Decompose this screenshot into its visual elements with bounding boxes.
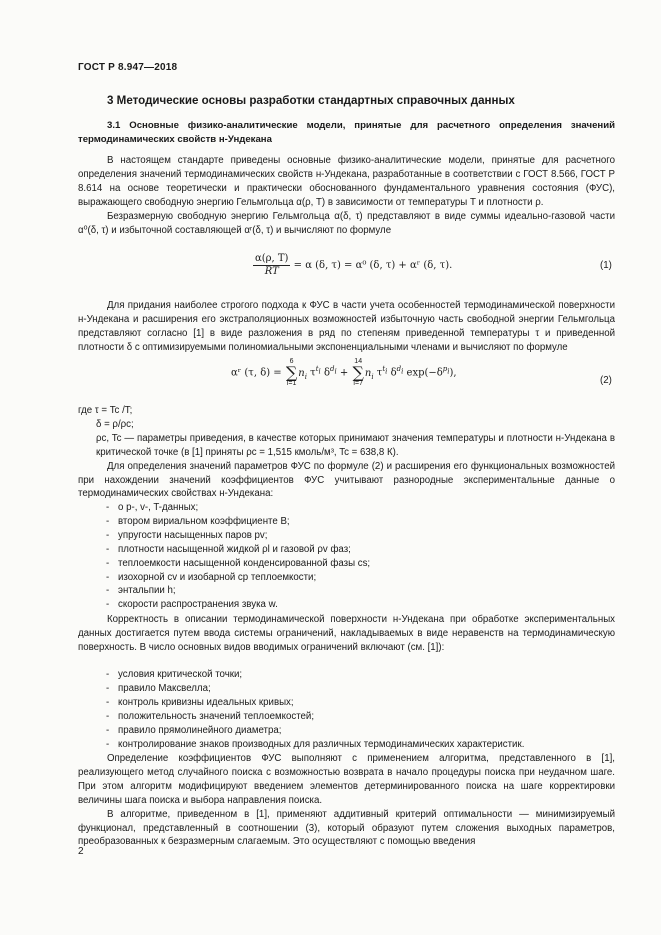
- list-item: - скорости распространения звука w.: [106, 599, 278, 611]
- where-delta: δ = ρ/ρc;: [96, 418, 134, 430]
- list-item: - плотности насыщенной жидкой ρl и газовой ρv фаз;: [106, 543, 351, 555]
- equation-1: [253, 253, 452, 278]
- paragraph-criterion: В алгоритме, приведенном в [1], применяют аддитивный критерий оптимальности — минимизируемый функционал, представленный в соотношении (3), который образуют путем сложения выходных параметров, преобразованных к безразмерным слагаемым. Это осуществляют с помощью введения: [78, 808, 615, 848]
- constraint-list: [78, 668, 615, 751]
- paragraph-data-intro: Для определения значений параметров ФУС по формуле (2) и расширения его функциональных возможностей при нахождении значений коэффициентов ФУС учитывают разнородные экспериментальные данные о термодинамических свойствах н-Ундекана:: [78, 460, 615, 500]
- equation-1-denominator: RT: [264, 266, 279, 277]
- list-item: - контроль кривизны идеальных кривых;: [106, 696, 294, 708]
- equation-2-lhs: αʳ (τ, δ) =: [231, 367, 282, 379]
- equation-1-number: (1): [600, 260, 612, 271]
- list-item: - втором вириальном коэффициенте B;: [106, 515, 290, 527]
- sum-2-lower: i=7: [353, 380, 363, 387]
- section-title: 3 Методические основы разработки стандартных справочных данных: [107, 94, 515, 107]
- paragraph-residual: Для придания наиболее строгого подхода к ФУС в части учета особенностей термодинамической поверхности н-Ундекана и расширения его экстраполяционных возможностей избыточную часть свободной энергии Гельмгольца представляют согласно [1] в виде разложения в ряд по степеням приведенной температуры τ и приведенной плотности δ с оптимизируемыми полиномиальными экспоненциальными членами и вычисляют по формуле: [78, 300, 615, 353]
- list-item: - правило Максвелла;: [106, 682, 211, 694]
- where-params: ρc, Tc — параметры приведения, в качестве которых принимают значения температуры и плотности н-Ундекана в критической точке (в [1] приняты ρc = 1,515 кмоль/м³, Tc = 638,8 К).: [96, 432, 615, 458]
- where-tau: где τ = Tc /T;: [78, 405, 133, 416]
- equation-1-fraction: [253, 253, 290, 278]
- sum-2-upper: 14: [354, 358, 363, 365]
- text-block-4: [78, 613, 615, 655]
- standard-header: ГОСТ Р 8.947—2018: [78, 62, 178, 73]
- sum-2: 14 ∑ i=7: [352, 358, 364, 387]
- sum-1-upper: 6: [289, 358, 294, 365]
- equation-2-number: (2): [600, 375, 612, 386]
- page-number: 2: [78, 846, 84, 857]
- equation-2-tail: exp(−δ: [406, 367, 443, 379]
- text-block-3: [78, 404, 615, 501]
- text-block-1: [78, 119, 615, 237]
- list-item: - энтальпии h;: [106, 585, 176, 597]
- list-item: - изохорной cv и изобарной cp теплоемкости;: [106, 571, 317, 583]
- paragraph-helmholtz: Безразмерную свободную энергию Гельмгольца α(δ, τ) представляют в виде суммы идеально-газовой части α⁰(δ, τ) и избыточной составляющей αʳ(δ, τ) и вычисляют по формуле: [78, 210, 615, 236]
- equation-1-rhs: = α (δ, τ) = α⁰ (δ, τ) + αʳ (δ, τ).: [293, 260, 453, 271]
- subsection-title: 3.1 Основные физико-аналитические модели, принятые для расчетного определения значений термодинамических свойств н-Ундекана: [78, 120, 615, 145]
- list-item: - правило прямолинейного диаметра;: [106, 724, 282, 736]
- list-item: - положительность значений теплоемкостей;: [106, 710, 315, 722]
- sum-1-lower: i=1: [286, 380, 297, 387]
- data-list: [78, 501, 615, 612]
- list-item: - условия критической точки;: [106, 669, 243, 680]
- equation-1-numerator: α(ρ, T): [255, 253, 289, 264]
- list-item: - теплоемкости насыщенной конденсированной фазы cs;: [106, 557, 371, 569]
- text-block-5: [78, 752, 615, 849]
- equation-2: αʳ (τ, δ) = 6 ∑ i=1 $n_i$ $\tau^{t_i}$ $\delta^{d_i}$ + 14 ∑ i=7 $n_i$ $\tau^{t_i}$ $\delta^{d_i}$ $\exp(-\delta^{p_i})$,: [231, 358, 457, 387]
- list-item: - упругости насыщенных паров pv;: [106, 529, 268, 541]
- paragraph-constraints: Корректность в описании термодинамической поверхности н-Ундекана при обработке экспериментальных данных достигается путем ввода системы ограничений, накладываемых в виде неравенств на термодинамическую поверхность. В число основных видов вводимых ограничений включают (см. [1]):: [78, 614, 615, 653]
- sum-1: 6 ∑ i=1: [285, 358, 298, 387]
- list-item: - контролирование знаков производных для различных термодинамических характеристик.: [106, 738, 525, 750]
- text-block-2: [78, 299, 615, 355]
- paragraph-intro: В настоящем стандарте приведены основные физико-аналитические модели, принятые для расчетного определения значений термодинамических свойств н-Ундекана, разработанные в соответствии с ГОСТ 8.566, ГОСТ Р 8.614 на основе теоретически и практически обоснованного фундаментального уравнения состояния (ФУС), выражающего свободную энергию Гельмгольца α(ρ, T) в зависимости от температуры T и плотности ρ.: [78, 155, 615, 208]
- paragraph-algorithm: Определение коэффициентов ФУС выполняют с применением алгоритма, представленного в [1], реализующего метод случайного поиска с возможностью возврата в начало процедуры поиска при неудачном шаге. При этом алгоритм модифицируют введением элементов детерминированного поиска на шаге корректировки величины шага поиска и выбора направления поиска.: [78, 753, 615, 806]
- list-item: - о p-, v-, T-данных;: [106, 502, 199, 513]
